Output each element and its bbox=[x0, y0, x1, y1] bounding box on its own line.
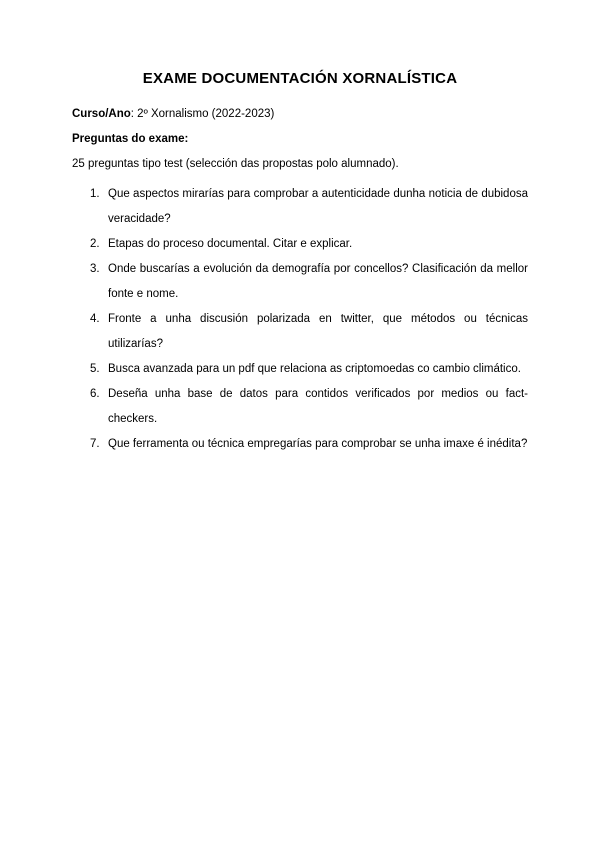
question-text: Que ferramenta ou técnica empregarías para comprobar se unha imaxe é inédita? bbox=[108, 438, 528, 450]
question-number: 7. bbox=[90, 438, 100, 450]
question-list bbox=[72, 182, 528, 457]
question-item bbox=[72, 182, 528, 232]
intro-text: 25 preguntas tipo test (selección das propostas polo alumnado). bbox=[72, 158, 399, 170]
question-item bbox=[72, 232, 528, 257]
question-text: Que aspectos mirarías para comprobar a autenticidade dunha noticia de dubidosa veracidade? bbox=[108, 188, 528, 225]
question-item bbox=[72, 307, 528, 357]
question-number: 6. bbox=[90, 388, 100, 400]
question-number: 1. bbox=[90, 188, 100, 200]
question-text: Onde buscarías a evolución da demografía por concellos? Clasificación da mellor fonte e nome. bbox=[108, 263, 528, 300]
question-number: 3. bbox=[90, 263, 100, 275]
question-text: Etapas do proceso documental. Citar e explicar. bbox=[108, 238, 353, 250]
question-text: Busca avanzada para un pdf que relaciona as criptomoedas co cambio climático. bbox=[108, 363, 521, 375]
questions-heading: Preguntas do exame: bbox=[72, 133, 189, 145]
course-line bbox=[72, 108, 274, 120]
question-item bbox=[72, 357, 528, 382]
document-title: EXAME DOCUMENTACIÓN XORNALÍSTICA bbox=[142, 70, 458, 87]
question-item bbox=[72, 382, 528, 432]
question-number: 5. bbox=[90, 363, 100, 375]
question-text: Fronte a unha discusión polarizada en twitter, que métodos ou técnicas utilizarías? bbox=[108, 313, 528, 350]
question-text: Deseña unha base de datos para contidos verificados por medios ou fact-checkers. bbox=[108, 388, 528, 425]
question-item bbox=[72, 432, 528, 457]
question-number: 4. bbox=[90, 313, 100, 325]
course-value: : 2º Xornalismo (2022-2023) bbox=[130, 108, 275, 120]
question-item bbox=[72, 257, 528, 307]
course-label: Curso/Ano bbox=[72, 108, 131, 120]
question-number: 2. bbox=[90, 238, 100, 250]
